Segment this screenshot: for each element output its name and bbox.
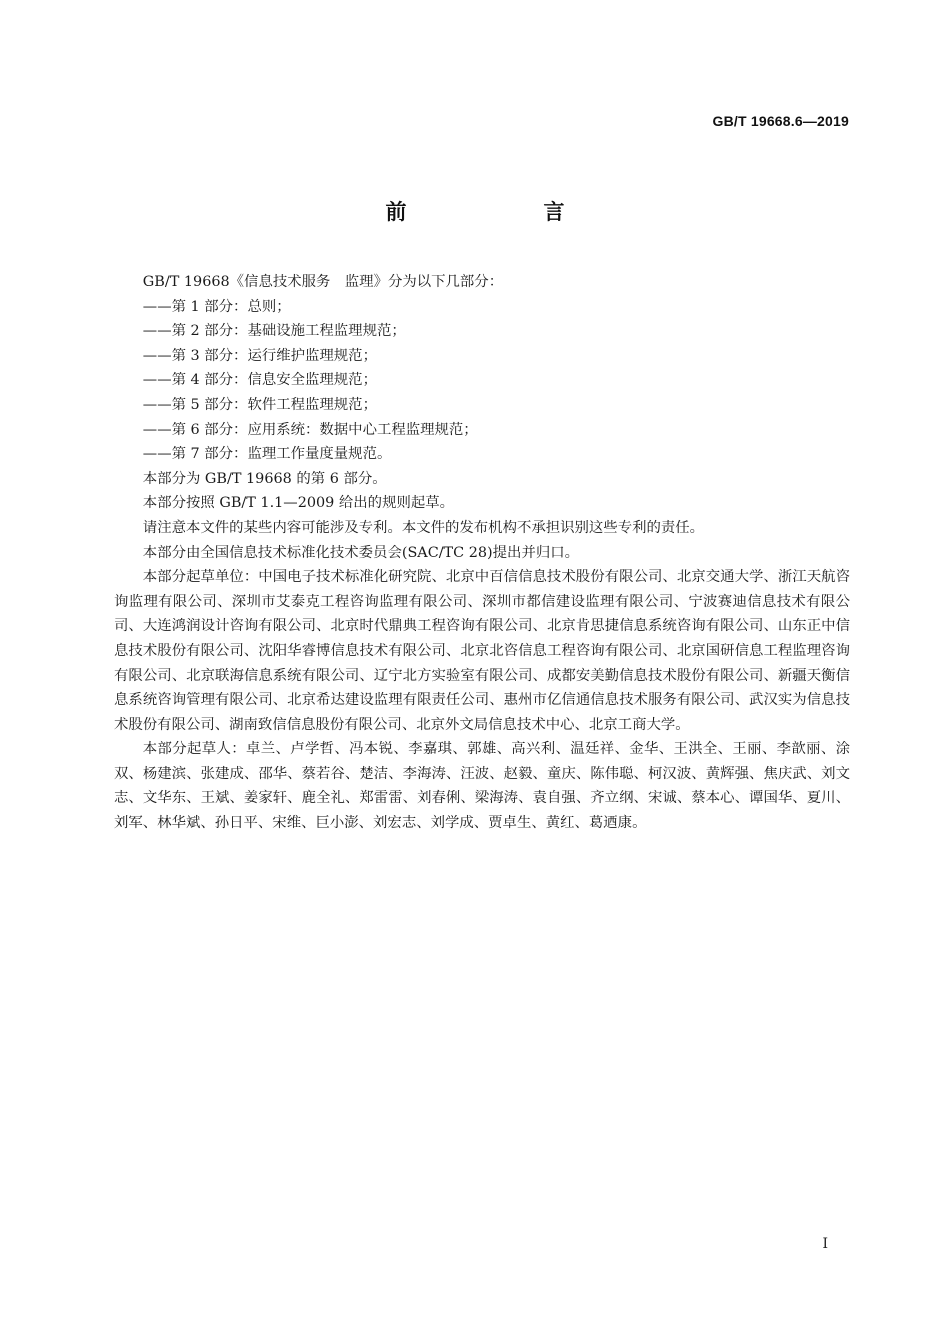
list-item-part-3: ——第 3 部分：运行维护监理规范； (142, 347, 377, 364)
page-title: 前 言 (385, 200, 623, 224)
drafting-rule-paragraph: 本部分按照 GB/T 1.1—2009 给出的规则起草。 (142, 495, 455, 512)
list-item-part-6: ——第 6 部分：应用系统：数据中心工程监理规范； (142, 421, 478, 438)
list-item-part-1: ——第 1 部分：总则； (142, 298, 291, 315)
patent-notice-paragraph: 请注意本文件的某些内容可能涉及专利。本文件的发布机构不承担识别这些专利的责任。 (142, 519, 705, 536)
committee-paragraph: 本部分由全国信息技术标准化技术委员会(SAC/TC 28)提出并归口。 (142, 544, 580, 561)
foreword-body (114, 270, 850, 836)
intro-paragraph: GB/T 19668《信息技术服务 监理》分为以下几部分： (142, 274, 504, 290)
part-statement-paragraph: 本部分为 GB/T 19668 的第 6 部分。 (142, 470, 387, 487)
page-number: I (822, 1236, 828, 1252)
standard-code: GB/T 19668.6—2019 (712, 113, 849, 129)
drafting-units-paragraph: 本部分起草单位：中国电子技术标准化研究院、北京中百信信息技术股份有限公司、北京交通大学、浙江天航咨询监理有限公司、深圳市艾泰克工程咨询监理有限公司、深圳市都信建设监理有限公司、宁波赛迪信息技术有限公司、大连鸿润设计咨询有限公司、北京时代鼎典工程咨询有限公司、北京肯思捷信息系统咨询有限公司、山东正中信息技术股份有限公司、沈阳华睿博信息技术有限公司、北京北咨信息工程咨询有限公司、北京国研信息工程监理咨询有限公司、北京联海信息系统有限公司、辽宁北方实验室有限公司、成都安美勤信息技术股份有限公司、新疆天衡信息系统咨询管理有限公司、北京希达建设监理有限责任公司、惠州市亿信通信息技术服务有限公司、武汉实为信息技术股份有限公司、湖南致信信息股份有限公司、北京外文局信息技术中心、北京工商大学。 (114, 569, 850, 733)
drafters-paragraph: 本部分起草人：卓兰、卢学哲、冯本锐、李嘉琪、郭雄、高兴利、温廷祥、金华、王洪全、王丽、李歆丽、涂双、杨建滨、张建成、邵华、蔡若谷、楚洁、李海涛、汪波、赵毅、童庆、陈伟聪、柯汉波、黄辉强、焦庆武、刘文志、文华东、王斌、姜家轩、鹿全礼、郑雷雷、刘春俐、梁海涛、袁自强、齐立纲、宋诚、蔡本心、谭国华、夏川、刘军、林华斌、孙日平、宋维、巨小澎、刘宏志、刘学成、贾卓生、黄红、葛迺康。 (114, 741, 850, 832)
list-item-part-5: ——第 5 部分：软件工程监理规范； (142, 396, 377, 413)
list-item-part-2: ——第 2 部分：基础设施工程监理规范； (142, 323, 406, 340)
list-item-part-7: ——第 7 部分：监理工作量度量规范。 (142, 446, 392, 463)
list-item-part-4: ——第 4 部分：信息安全监理规范； (142, 372, 377, 389)
